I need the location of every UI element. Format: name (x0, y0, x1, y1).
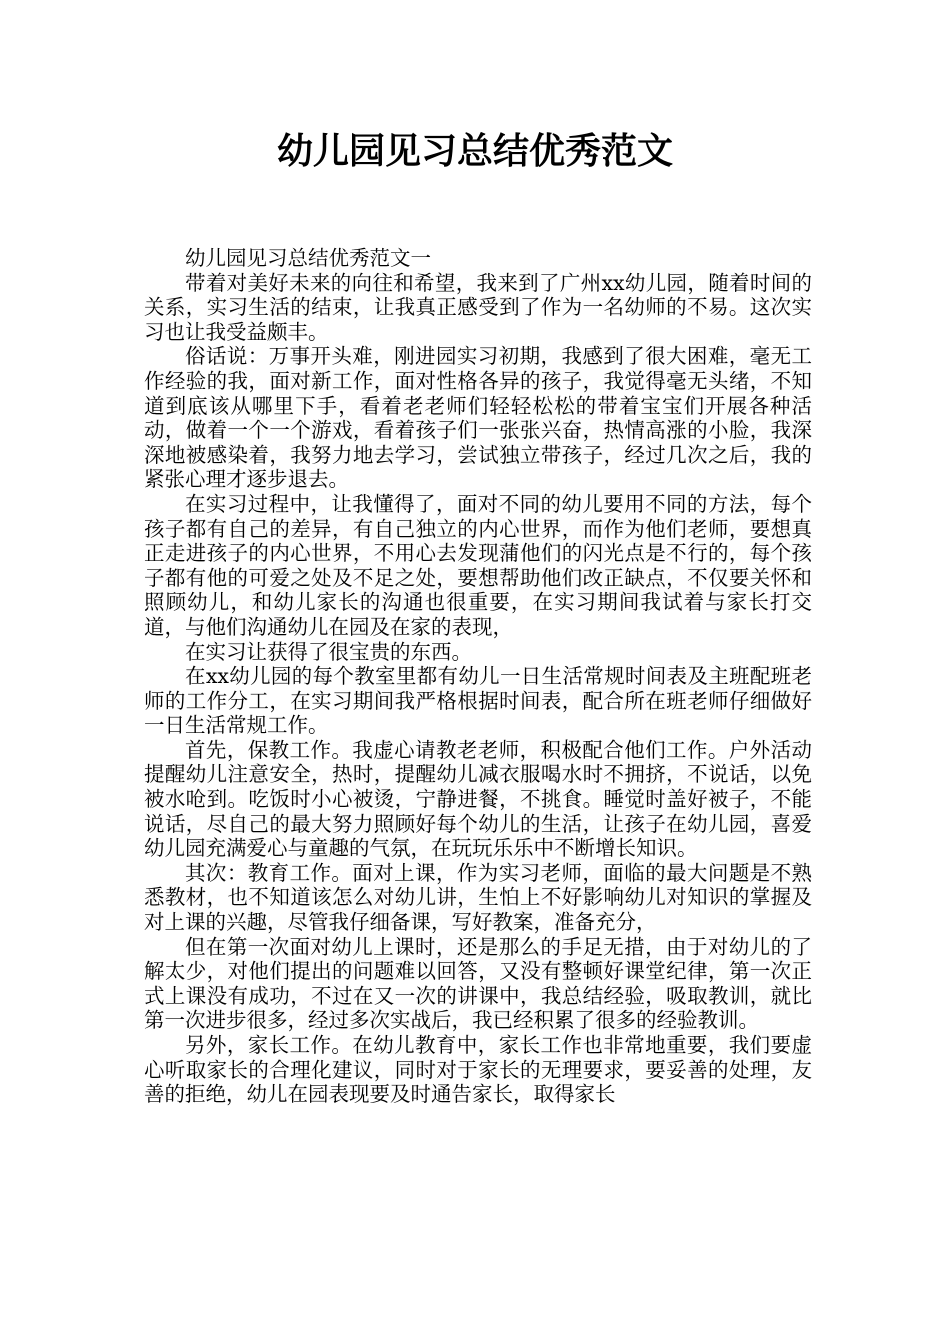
paragraph: 首先，保教工作。我虚心请教老老师，积极配合他们工作。户外活动提醒幼儿注意安全，热时，提醒幼儿减衣服喝水时不拥挤，不说话，以免被水呛到。吃饭时小心被烫，宁静进餐，不挑食。睡觉时盖好被子，不能说话，尽自己的最大努力照顾好每个幼儿的生活，让孩子在幼儿园，喜爱幼儿园充满爱心与童趣的气氛，在玩玩乐乐中不断增长知识。 (144, 737, 812, 861)
document-body (144, 246, 812, 1107)
paragraph: 带着对美好未来的向往和希望，我来到了广州xx幼儿园，随着时间的关系，实习生活的结束，让我真正感受到了作为一名幼师的不易。这次实习也让我受益颇丰。 (144, 270, 812, 344)
paragraph: 但在第一次面对幼儿上课时，还是那么的手足无措，由于对幼儿的了解太少，对他们提出的问题难以回答，又没有整顿好课堂纪律，第一次正式上课没有成功，不过在又一次的讲课中，我总结经验，吸取教训，就比第一次进步很多，经过多次实战后，我已经积累了很多的经验教训。 (144, 934, 812, 1033)
paragraph: 在实习让获得了很宝贵的东西。 (185, 639, 472, 664)
paragraph: 在xx幼儿园的每个教室里都有幼儿一日生活常规时间表及主班配班老师的工作分工，在实习期间我严格根据时间表，配合所在班老师仔细做好一日生活常规工作。 (144, 664, 812, 738)
paragraph: 俗话说：万事开头难，刚进园实习初期，我感到了很大困难，毫无工作经验的我，面对新工作，面对性格各异的孩子，我觉得毫无头绪，不知道到底该从哪里下手，看着老老师们轻轻松松的带着宝宝们开展各种活动，做着一个一个游戏，看着孩子们一张张兴奋，热情高涨的小脸，我深深地被感染着，我努力地去学习，尝试独立带孩子，经过几次之后，我的紧张心理才逐步退去。 (144, 344, 812, 492)
paragraph: 在实习过程中，让我懂得了，面对不同的幼儿要用不同的方法，每个孩子都有自己的差异，有自己独立的内心世界，而作为他们老师，要想真正走进孩子的内心世界，不用心去发现蒲他们的闪光点是不行的，每个孩子都有他的可爱之处及不足之处，要想帮助他们改正缺点，不仅要关怀和照顾幼儿，和幼儿家长的沟通也很重要，在实习期间我试着与家长打交道，与他们沟通幼儿在园及在家的表现， (144, 491, 812, 639)
document-title: 幼儿园见习总结优秀范文 (276, 131, 673, 172)
paragraph: 其次：教育工作。面对上课，作为实习老师，面临的最大问题是不熟悉教材，也不知道该怎么对幼儿讲，生怕上不好影响幼儿对知识的掌握及对上课的兴趣，尽管我仔细备课，写好教案，准备充分， (144, 860, 812, 935)
paragraph: 另外，家长工作。在幼儿教育中，家长工作也非常地重要，我们要虚心听取家长的合理化建议，同时对于家长的无理要求，要妥善的处理，友善的拒绝，幼儿在园表现要及时通告家长，取得家长 (144, 1033, 812, 1107)
paragraph-heading: 幼儿园见习总结优秀范文一 (185, 246, 431, 270)
